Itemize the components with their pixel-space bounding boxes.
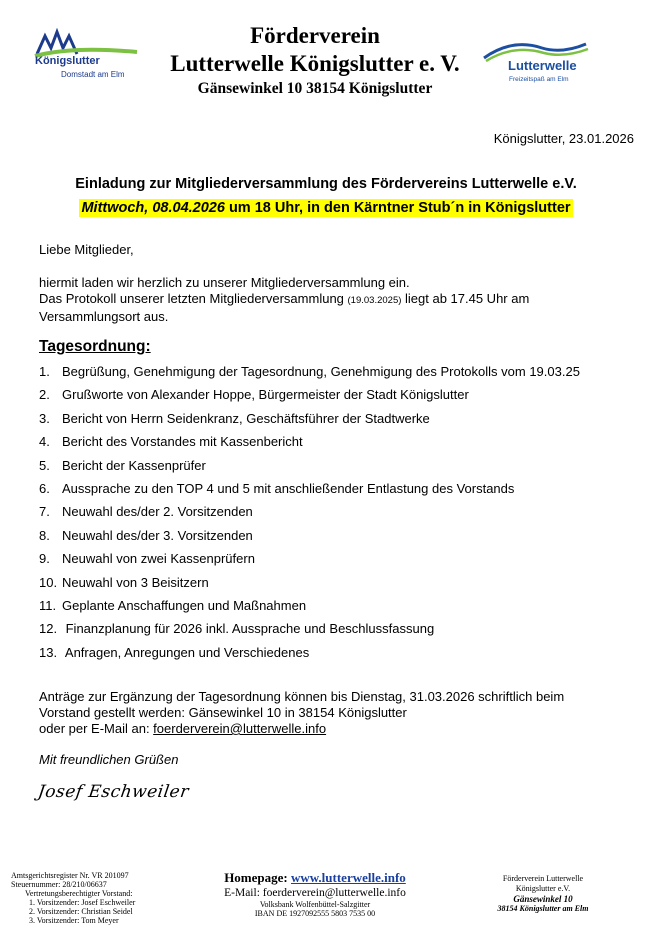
footer-email: E-Mail: foerderverein@lutterwelle.info bbox=[224, 887, 406, 899]
closing-paragraph bbox=[39, 689, 564, 737]
agenda-item bbox=[39, 617, 639, 640]
closing-line3 bbox=[39, 721, 564, 737]
footer-city: 38154 Königslutter am Elm bbox=[497, 904, 589, 913]
lutterwelle-logo bbox=[482, 36, 592, 92]
agenda-num: 8. bbox=[39, 527, 50, 543]
agenda-num: 1. bbox=[39, 364, 50, 379]
agenda-num: 10. bbox=[39, 574, 58, 590]
logo-left-sub: Domstadt am Elm bbox=[61, 70, 125, 79]
agenda-item bbox=[39, 641, 639, 664]
chair-3: 3. Vorsitzender: Tom Meyer bbox=[29, 916, 119, 925]
closing-line1: Anträge zur Ergänzung der Tagesordnung können bis Dienstag, 31.03.2026 schriftlich beim bbox=[39, 689, 565, 704]
agenda-text: Anfragen, Anregungen und Verschiedenes bbox=[62, 644, 310, 660]
intro-line2a: Das Protokoll unserer letzten Mitgliederversammlung bbox=[39, 291, 348, 306]
agenda-item bbox=[39, 571, 639, 594]
salutation: Liebe Mitglieder, bbox=[39, 242, 134, 257]
register-number: Amtsgerichtsregister Nr. VR 201097 bbox=[11, 871, 129, 880]
agenda-item bbox=[39, 430, 639, 453]
agenda-text: Bericht der Kassenprüfer bbox=[62, 457, 206, 473]
agenda-item bbox=[39, 360, 639, 383]
agenda-num: 13. bbox=[39, 644, 58, 660]
agenda-text: Begrüßung, Genehmigung der Tagesordnung, Genehmigung des Protokolls vom 19.03.25 bbox=[62, 364, 580, 379]
footer-legal bbox=[11, 871, 135, 925]
agenda-item bbox=[39, 477, 639, 500]
chair-1: 1. Vorsitzender: Josef Eschweiler bbox=[29, 898, 136, 907]
logo-right-sub: Freizeitspaß am Elm bbox=[509, 76, 569, 83]
agenda-list bbox=[39, 360, 639, 664]
homepage-line bbox=[190, 870, 440, 886]
iban: IBAN DE 1927092555 5803 7535 00 bbox=[254, 909, 376, 918]
agenda-text: Bericht des Vorstandes mit Kassenbericht bbox=[62, 434, 303, 450]
agenda-item bbox=[39, 407, 639, 430]
agenda-item bbox=[39, 547, 639, 570]
footer-street: Gänsewinkel 10 bbox=[513, 894, 573, 904]
agenda-num: 11. bbox=[39, 597, 57, 613]
agenda-text: Neuwahl von 3 Beisitzern bbox=[62, 574, 209, 590]
org-name-line2: Lutterwelle Königslutter e. V. bbox=[170, 51, 460, 76]
agenda-text: Neuwahl von zwei Kassenprüfern bbox=[62, 551, 255, 567]
agenda-text: Grußworte von Alexander Hoppe, Bürgermeister der Stadt Königslutter bbox=[62, 387, 469, 403]
agenda-text: Neuwahl des/der 3. Vorsitzenden bbox=[62, 527, 253, 543]
agenda-item bbox=[39, 594, 639, 617]
logo-left-name: Königslutter bbox=[35, 55, 100, 67]
meeting-location: um 18 Uhr, in den Kärntner Stub´n in Königslutter bbox=[224, 200, 571, 216]
agenda-num: 4. bbox=[39, 434, 50, 450]
agenda-text: Neuwahl des/der 2. Vorsitzenden bbox=[62, 504, 253, 520]
greeting: Mit freundlichen Grüßen bbox=[39, 752, 179, 767]
agenda-num: 7. bbox=[39, 504, 50, 520]
closing-line2: Vorstand gestellt werden: Gänsewinkel 10 in 38154 Königslutter bbox=[39, 705, 407, 720]
agenda-num: 5. bbox=[39, 457, 50, 473]
board-label: Vertretungsberechtigter Vorstand: bbox=[25, 889, 133, 898]
intro-line3: Versammlungsort aus. bbox=[39, 309, 169, 324]
org-address: Gänsewinkel 10 38154 Königslutter bbox=[197, 80, 433, 97]
intro-line2 bbox=[39, 291, 529, 309]
agenda-text: Finanzplanung für 2026 inkl. Aussprache und Beschlussfassung bbox=[62, 621, 435, 637]
footer-address bbox=[478, 874, 608, 914]
agenda-text: Bericht von Herrn Seidenkranz, Geschäftsführer der Stadtwerke bbox=[62, 410, 430, 426]
koenigslutter-logo bbox=[33, 28, 143, 84]
logo-right-name: Lutterwelle bbox=[508, 58, 577, 73]
tax-number: Steuernummer: 28/210/06637 bbox=[11, 880, 107, 889]
protocol-date: (19.03.2025) bbox=[347, 295, 402, 306]
agenda-num: 9. bbox=[39, 551, 50, 567]
agenda-num: 3. bbox=[39, 410, 50, 426]
meeting-date: Mittwoch, 08.04.2026 bbox=[81, 200, 225, 216]
agenda-item bbox=[39, 524, 639, 547]
agenda-num: 6. bbox=[39, 480, 50, 496]
intro-line1: hiermit laden wir herzlich zu unserer Mitgliederversammlung ein. bbox=[39, 275, 410, 290]
bank-name: Volksbank Wolfenbüttel-Salzgitter bbox=[259, 900, 371, 909]
footer-org-line2: Königslutter e.V. bbox=[515, 884, 571, 893]
agenda-text: Aussprache zu den TOP 4 und 5 mit anschließender Entlastung des Vorstands bbox=[62, 480, 515, 496]
intro-line2c: liegt ab 17.45 Uhr am bbox=[401, 291, 530, 306]
homepage-link[interactable]: www.lutterwelle.info bbox=[290, 870, 406, 885]
agenda-text: Geplante Anschaffungen und Maßnahmen bbox=[62, 597, 307, 613]
koenigslutter-crown-icon bbox=[33, 28, 143, 58]
invitation-title: Einladung zur Mitgliederversammlung des Fördervereins Lutterwelle e.V. bbox=[75, 176, 577, 192]
intro-paragraph bbox=[39, 275, 529, 325]
letter-date: Königslutter, 23.01.2026 bbox=[493, 131, 634, 146]
agenda-item bbox=[39, 500, 639, 523]
email-link[interactable]: foerderverein@lutterwelle.info bbox=[153, 721, 327, 736]
chair-2: 2. Vorsitzender: Christian Seidel bbox=[29, 907, 133, 916]
agenda-heading: Tagesordnung: bbox=[39, 338, 151, 355]
meeting-date-highlight bbox=[79, 199, 572, 217]
agenda-item bbox=[39, 454, 639, 477]
footer-contact bbox=[190, 870, 440, 918]
closing-line3-prefix: oder per E-Mail an: bbox=[39, 721, 154, 736]
footer-org-line1: Förderverein Lutterwelle bbox=[502, 874, 584, 883]
org-name-line1: Förderverein bbox=[250, 23, 380, 48]
agenda-num: 2. bbox=[39, 387, 50, 403]
meeting-date-line bbox=[0, 200, 652, 216]
agenda-num: 12. bbox=[39, 621, 58, 637]
agenda-item bbox=[39, 383, 639, 406]
signature: Josef Eschweiler bbox=[36, 782, 191, 802]
homepage-label: Homepage: bbox=[224, 870, 291, 885]
